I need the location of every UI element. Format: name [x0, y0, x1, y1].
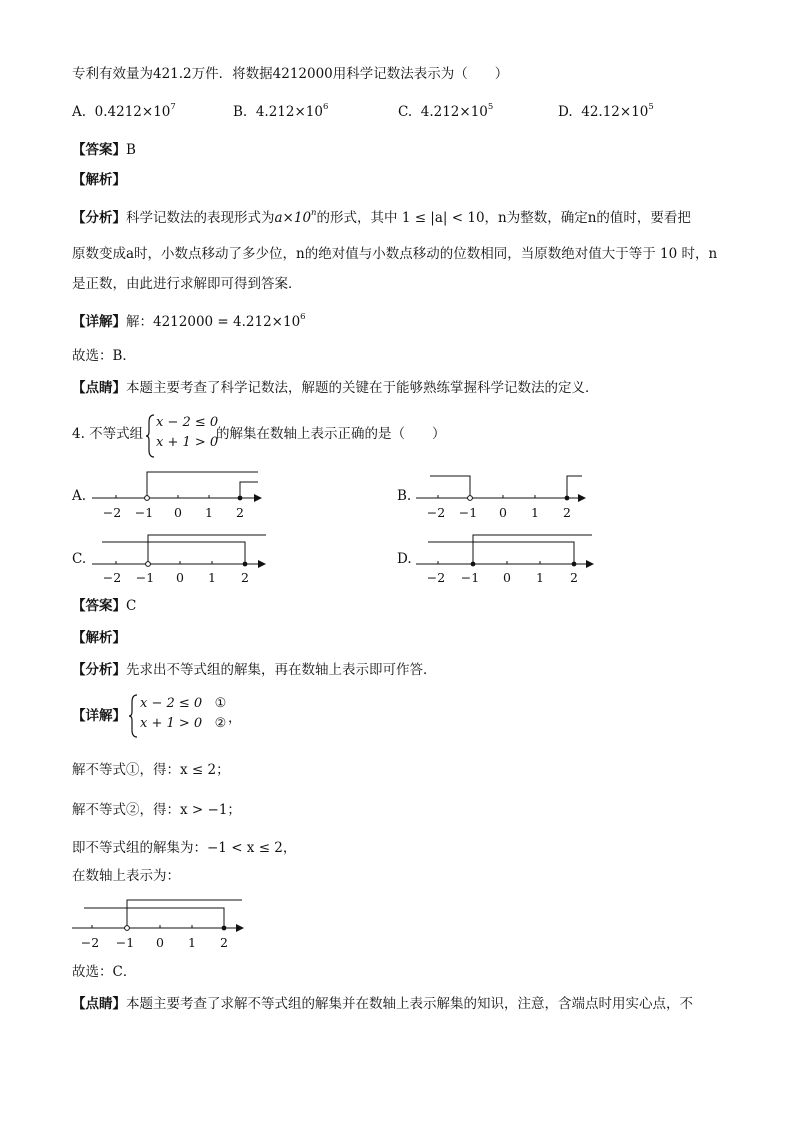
tick-label: 1: [536, 570, 544, 585]
q3-stem: 专利有效量为421.2万件．将数据4212000用科学记数法表示为（ ）: [72, 66, 509, 82]
q4-option-d-numberline: [412, 530, 602, 586]
q4-stem-system: x − 2 ≤ 0 x + 1 > 0: [156, 415, 219, 450]
q4-xiangjie-brace: [128, 694, 138, 738]
q4-select: 故选：C．: [72, 964, 137, 980]
tick-label: −1: [458, 505, 478, 520]
tick-label: 1: [208, 570, 216, 585]
q4-stem-prefix: 4. 不等式组: [72, 426, 144, 442]
q4-option-a-letter: A.: [72, 488, 87, 504]
tick-label: −2: [102, 570, 122, 585]
tick-label: −2: [102, 505, 122, 520]
q4-option-b-letter: B.: [397, 488, 412, 504]
q3-xiangjie: 【详解】解：$4212000 = 4.212\times 10^6$: [72, 312, 306, 330]
q3-select: 故选：B．: [72, 348, 136, 364]
q4-answer: 【答案】C: [72, 598, 137, 614]
tick-label: 1: [205, 505, 213, 520]
q3-answer: 【答案】B: [72, 142, 136, 158]
q3-fenxi-line3: 是正数，由此进行求解即可得到答案．: [72, 276, 302, 292]
q4-option-b-numberline: [412, 466, 592, 522]
tick-label: 0: [176, 570, 184, 585]
q4-show: 在数轴上表示为：: [72, 868, 180, 884]
q3-option-d: D. $42.12\times 10^5$: [558, 102, 654, 120]
q4-stem-suffix: 的解集在数轴上表示正确的是（ ）: [216, 426, 446, 442]
q3-dianjing: 【点睛】本题主要考查了科学记数法，解题的关键在于能够熟练掌握科学记数法的定义．: [72, 380, 599, 396]
tick-label: 1: [188, 935, 196, 950]
q3-option-b: B. $4.212\times 10^6$: [233, 102, 329, 120]
tick-label: 0: [156, 935, 164, 950]
q4-option-a-numberline: [88, 466, 268, 522]
q3-option-c: C. $4.212\times 10^5$: [398, 102, 494, 120]
tick-label: −2: [426, 505, 446, 520]
tick-label: 1: [531, 505, 539, 520]
tick-label: 0: [499, 505, 507, 520]
tick-label: 2: [241, 570, 249, 585]
q3-fenxi-line2: 原数变成a时，小数点移动了多少位，n的绝对值与小数点移动的位数相同，当原数绝对值大于等于 10 时，n: [72, 246, 718, 262]
q4-stem-brace: [145, 414, 155, 458]
tick-label: 2: [563, 505, 571, 520]
q4-option-c-numberline: [88, 530, 273, 586]
tick-label: −1: [460, 570, 480, 585]
q4-solve1: 解不等式①，得：x ≤ 2；: [72, 762, 230, 778]
q4-xiangjie-system: x − 2 ≤ 0 ① x + 1 > 0 ②: [140, 696, 227, 731]
tick-label: 2: [570, 570, 578, 585]
tick-label: −1: [135, 570, 155, 585]
tick-label: −1: [115, 935, 135, 950]
tick-label: −1: [134, 505, 154, 520]
q3-analysis-tag: 【解析】: [72, 172, 126, 188]
q4-solve2: 解不等式②，得：x > −1；: [72, 802, 241, 818]
tick-label: 2: [236, 505, 244, 520]
q3-fenxi-line1: 【分析】科学记数法的表现形式为$a\times 10^n$的形式，其中 1 ≤ |a| < 10，n为整数，确定n的值时，要看把: [72, 208, 691, 226]
q4-xiangjie-tag: 【详解】: [72, 708, 126, 724]
tick-label: 0: [174, 505, 182, 520]
tick-label: 2: [220, 935, 228, 950]
q4-solution: 即不等式组的解集为：−1 < x ≤ 2，: [72, 840, 297, 856]
tick-label: −2: [80, 935, 100, 950]
q4-solution-numberline: [68, 892, 253, 952]
q4-fenxi: 【分析】先求出不等式组的解集，再在数轴上表示即可作答．: [72, 662, 437, 678]
q3-option-a: A. $0.4212\times 10^7$: [72, 102, 176, 120]
tick-label: 0: [503, 570, 511, 585]
q4-dianjing: 【点睛】本题主要考查了求解不等式组的解集并在数轴上表示解集的知识，注意，含端点时用实心点，不: [72, 996, 693, 1012]
tick-label: −2: [426, 570, 446, 585]
q4-xiangjie-comma: ，: [228, 710, 242, 726]
q4-option-c-letter: C.: [72, 551, 87, 567]
q4-option-d-letter: D.: [397, 551, 412, 567]
q4-analysis-tag: 【解析】: [72, 630, 126, 646]
